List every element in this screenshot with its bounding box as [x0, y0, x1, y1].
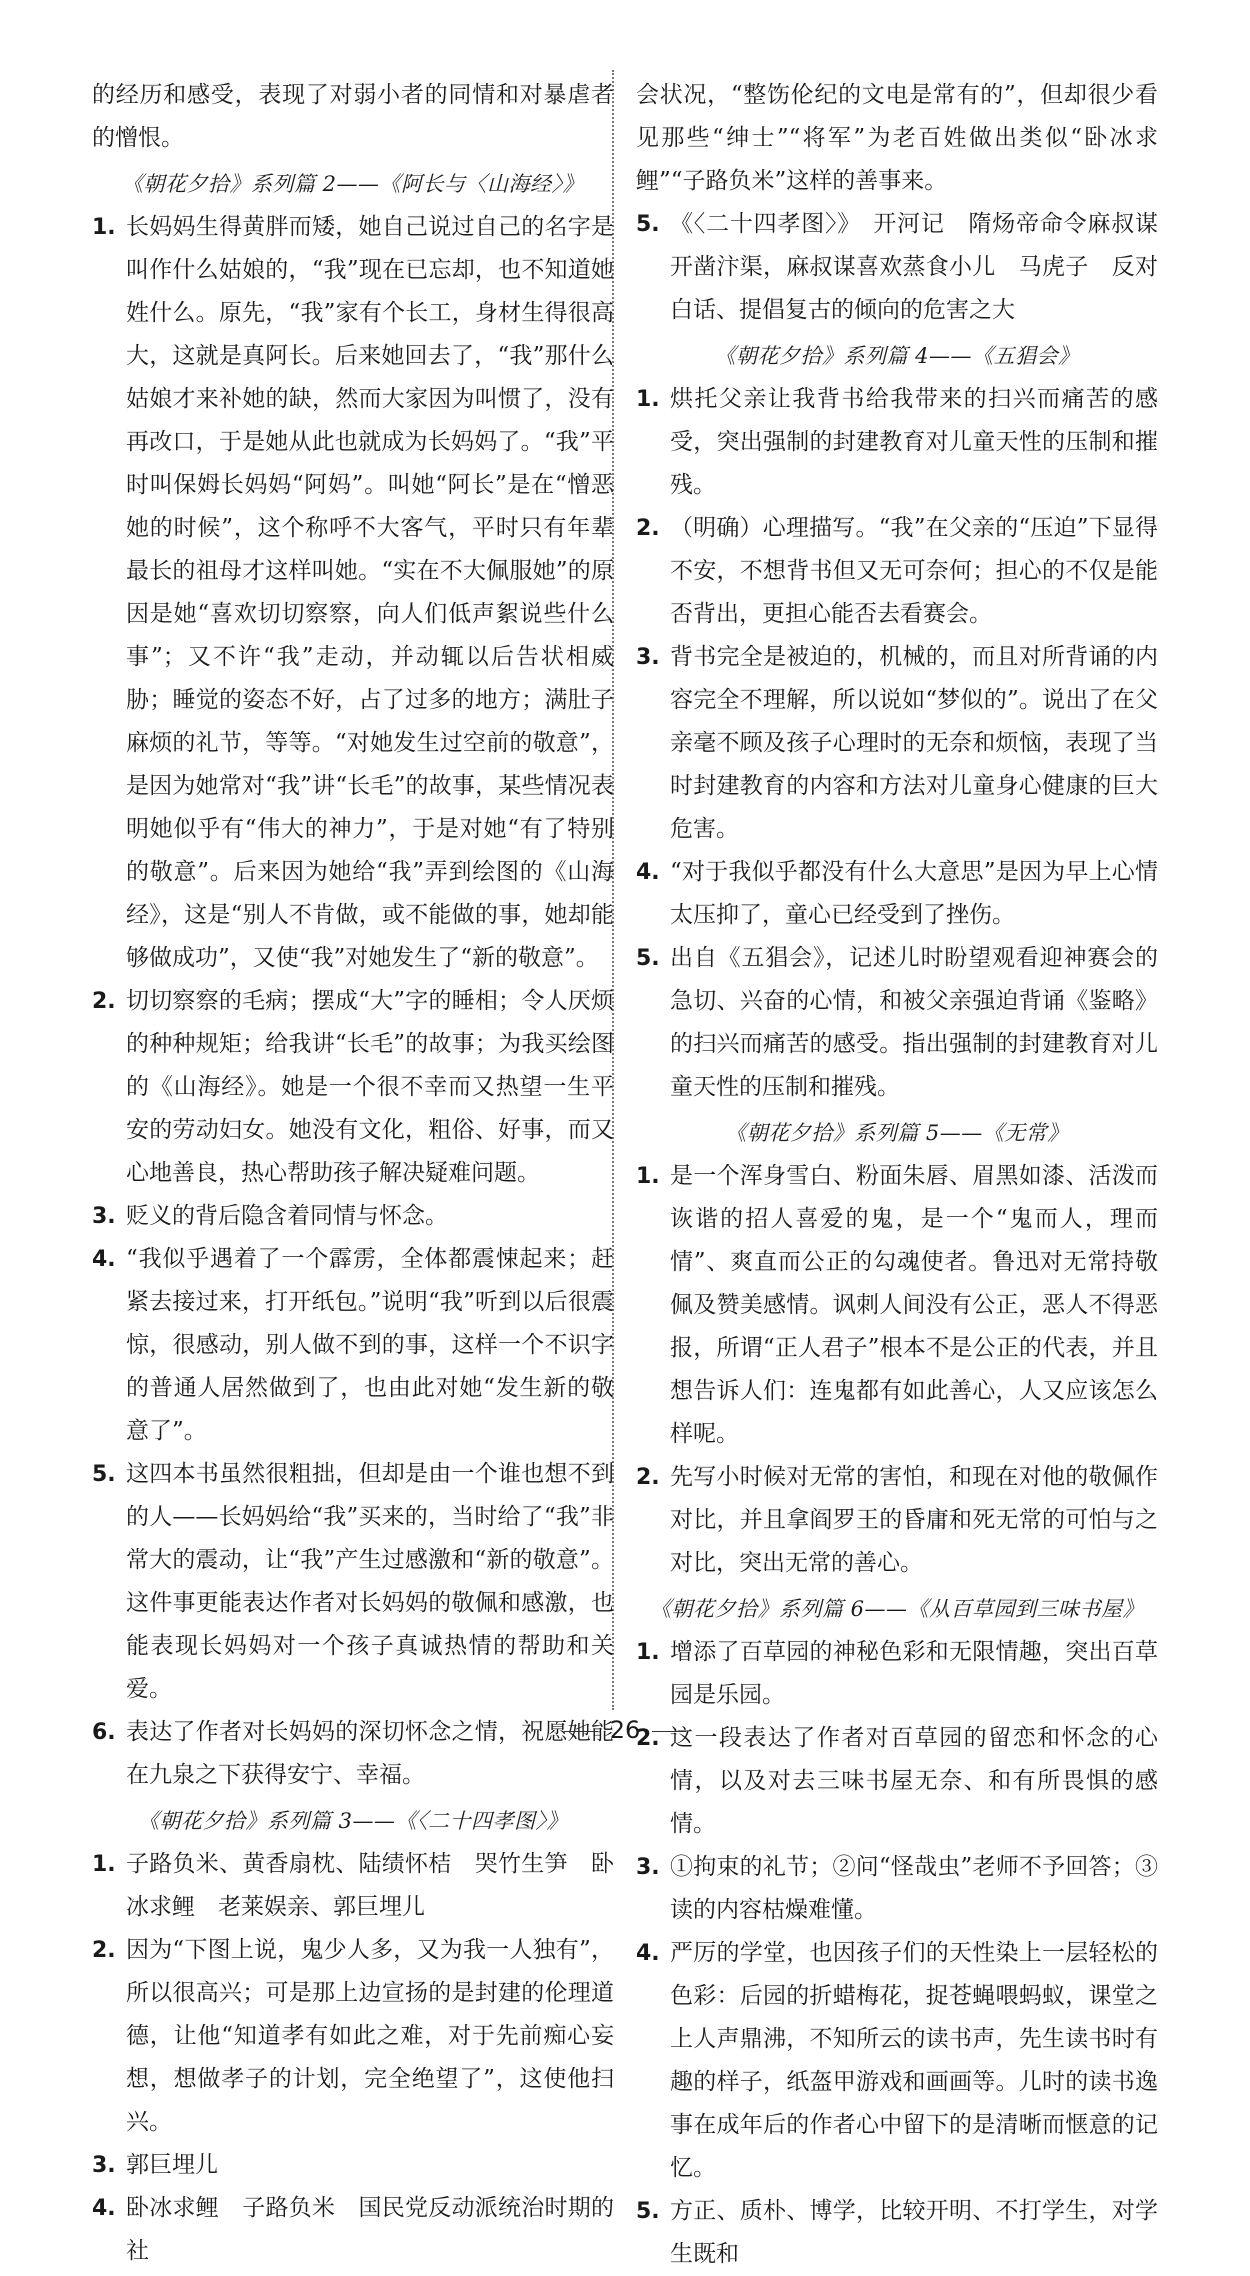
page-number: 26: [609, 1716, 641, 1744]
item-number: 4.: [92, 2196, 116, 2221]
answer-item: [92, 206, 614, 980]
item-text: 背书完全是被迫的，机械的，而且对所背诵的内容完全不理解，所以说如“梦似的”。说出了在父亲毫不顾及孩子心理时的无奈和烦恼，表现了当时封建教育的内容和方法对儿童身心健康的巨大危害。: [670, 644, 1158, 842]
item-number: 4.: [92, 1247, 116, 1272]
footer-dash: [652, 1731, 686, 1732]
item-text: 因为“下图上说，鬼少人多，又为我一人独有”，所以很高兴；可是那上边宣扬的是封建的伦理道德，让他“知道孝有如此之难，对于先前痴心妄想，想做孝子的计划，完全绝望了”，这使他扫兴。: [126, 1937, 614, 2135]
answer-item: [92, 1843, 614, 1929]
item-number: 3.: [636, 1855, 660, 1880]
section-heading: 《朝花夕拾》系列篇 4——《五猖会》: [714, 344, 1080, 368]
item-text: 这一段表达了作者对百草园的留恋和怀念的心情，以及对去三味书屋无奈、和有所畏惧的感情。: [670, 1725, 1158, 1837]
answer-item: [636, 636, 1158, 851]
intro-text: 的经历和感受，表现了对弱小者的同情和对暴虐者的憎恨。: [92, 82, 614, 151]
section-heading: 《朝花夕拾》系列篇 5——《无常》: [725, 1121, 1069, 1145]
item-text: 方正、质朴、博学，比较开明、不打学生，对学生既和: [670, 2198, 1158, 2267]
item-text: “我似乎遇着了一个霹雳，全体都震悚起来；赶紧去接过来，打开纸包。”说明“我”听到以后很震惊，很感动，别人做不到的事，这样一个不识字的普通人居然做到了，也由此对她“发生新的敬意了”。: [126, 1246, 614, 1444]
item-text: 卧冰求鲤 子路负米 国民党反动派统治时期的社: [126, 2195, 614, 2264]
answer-item: [92, 1238, 614, 1453]
answer-item: [636, 1932, 1158, 2190]
item-number: 2.: [636, 516, 660, 541]
item-text: 出自《五猖会》，记述儿时盼望观看迎神赛会的急切、兴奋的心情，和被父亲强迫背诵《鉴略》的扫兴而痛苦的感受。指出强制的封建教育对儿童天性的压制和摧残。: [670, 945, 1158, 1100]
item-number: 2.: [636, 1465, 660, 1490]
item-number: 1.: [92, 215, 116, 240]
section-heading: 《朝花夕拾》系列篇 6——《从百草园到三味书屋》: [649, 1597, 1145, 1621]
item-number: 1.: [636, 1640, 660, 1665]
item-number: 6.: [92, 1720, 116, 1745]
left-column: [92, 74, 614, 2273]
page-footer: [0, 1716, 1250, 1744]
answer-item: [92, 1195, 614, 1238]
answer-item: [636, 1846, 1158, 1932]
answer-item: [636, 203, 1158, 332]
item-text: 是一个浑身雪白、粉面朱唇、眉黑如漆、活泼而诙谐的招人喜爱的鬼，是一个“鬼而人，理而情”、爽直而公正的勾魂使者。鲁迅对无常持敬佩及赞美感情。讽刺人间没有公正，恶人不得恶报，所谓“正人君子”根本不是公正的代表，并且想告诉人们：连鬼都有如此善心，人又应该怎么样呢。: [670, 1163, 1158, 1447]
answer-item: [636, 1456, 1158, 1585]
item-text: 表达了作者对长妈妈的深切怀念之情，祝愿她能在九泉之下获得安宁、幸福。: [126, 1719, 614, 1788]
item-text: 切切察察的毛病；摆成“大”字的睡相；令人厌烦的种种规矩；给我讲“长毛”的故事；为我买绘图的《山海经》。她是一个很不幸而又热望一生平安的劳动妇女。她没有文化，粗俗、好事，而又心地善良，热心帮助孩子解决疑难问题。: [126, 988, 614, 1186]
item-number: 1.: [636, 1164, 660, 1189]
item-number: 4.: [636, 860, 660, 885]
answer-item: [636, 507, 1158, 636]
answer-item: [636, 2190, 1158, 2276]
item-number: 2.: [92, 1938, 116, 1963]
item-text: 《〈二十四孝图〉》 开河记 隋炀帝命令麻叔谋开凿汴渠，麻叔谋喜欢蒸食小儿 马虎子 反对白话、提倡复古的倾向的危害之大: [670, 211, 1158, 323]
right-column: [636, 74, 1158, 2276]
footer-dash: [564, 1731, 598, 1732]
item-text: ①拘束的礼节；②问“怪哉虫”老师不予回答；③读的内容枯燥难懂。: [670, 1854, 1158, 1923]
answer-item: [636, 378, 1158, 507]
answer-item: [92, 2144, 614, 2187]
continuation-text: 会状况，“整饬伦纪的文电是常有的”，但却很少看见那些“绅士”“将军”为老百姓做出类似“卧冰求鲤”“子路负米”这样的善事来。: [636, 82, 1158, 194]
item-number: 3.: [92, 2153, 116, 2178]
answer-item: [636, 1631, 1158, 1717]
item-text: 增添了百草园的神秘色彩和无限情趣，突出百草园是乐园。: [670, 1639, 1158, 1708]
answer-item: [636, 937, 1158, 1109]
item-text: （明确）心理描写。“我”在父亲的“压迫”下显得不安，不想背书但又无可奈何；担心的不仅是能否背出，更担心能否去看赛会。: [670, 515, 1158, 627]
item-number: 3.: [92, 1204, 116, 1229]
item-text: 子路负米、黄香扇枕、陆绩怀桔 哭竹生笋 卧冰求鲤 老莱娱亲、郭巨埋儿: [126, 1851, 614, 1920]
item-number: 5.: [92, 1462, 116, 1487]
item-text: “对于我似乎都没有什么大意思”是因为早上心情太压抑了，童心已经受到了挫伤。: [670, 859, 1158, 928]
item-text: 这四本书虽然很粗拙，但却是由一个谁也想不到的人——长妈妈给“我”买来的，当时给了“我”非常大的震动，让“我”产生过感激和“新的敬意”。这件事更能表达作者对长妈妈的敬佩和感激，也能表现长妈妈对一个孩子真诚热情的帮助和关爱。: [126, 1461, 614, 1702]
item-text: 烘托父亲让我背书给我带来的扫兴而痛苦的感受，突出强制的封建教育对儿童天性的压制和摧残。: [670, 386, 1158, 498]
answer-item: [92, 1453, 614, 1711]
item-number: 2.: [636, 1726, 660, 1751]
item-text: 贬义的背后隐含着同情与怀念。: [126, 1203, 448, 1229]
item-number: 5.: [636, 2199, 660, 2224]
item-number: 1.: [636, 387, 660, 412]
item-number: 3.: [636, 645, 660, 670]
answer-item: [92, 980, 614, 1195]
answer-item: [92, 2187, 614, 2273]
answer-item: [636, 851, 1158, 937]
item-text: 先写小时候对无常的害怕，和现在对他的敬佩作对比，并且拿阎罗王的昏庸和死无常的可怕与之对比，突出无常的善心。: [670, 1464, 1158, 1576]
item-number: 4.: [636, 1941, 660, 1966]
answer-item: [636, 1155, 1158, 1456]
item-text: 严厉的学堂，也因孩子们的天性染上一层轻松的色彩：后园的折蜡梅花，捉苍蝇喂蚂蚁，课堂之上人声鼎沸，不知所云的读书声，先生读书时有趣的样子，纸盔甲游戏和画画等。儿时的读书逸事在成年后的作者心中留下的是清晰而惬意的记忆。: [670, 1940, 1158, 2181]
item-number: 2.: [92, 989, 116, 1014]
answer-item: [92, 1929, 614, 2144]
section-heading: 《朝花夕拾》系列篇 2——《阿长与〈山海经〉》: [121, 172, 585, 196]
item-text: 长妈妈生得黄胖而矮，她自己说过自己的名字是叫作什么姑娘的，“我”现在已忘却，也不知道她姓什么。原先，“我”家有个长工，身材生得很高大，这就是真阿长。后来她回去了，“我”那什么姑娘才来补她的缺，然而大家因为叫惯了，没有再改口，于是她从此也就成为长妈妈了。“我”平时叫保姆长妈妈“阿妈”。叫她“阿长”是在“憎恶她的时候”，这个称呼不大客气，平时只有年辈最长的祖母才这样叫她。“实在不大佩服她”的原因是她“喜欢切切察察，向人们低声絮说些什么事”；又不许“我”走动，并动辄以后告状相威胁；睡觉的姿态不好，占了过多的地方；满肚子麻烦的礼节，等等。“对她发生过空前的敬意”，是因为她常对“我”讲“长毛”的故事，某些情况表明她似乎有“伟大的神力”，于是对她“有了特别的敬意”。后来因为她给“我”弄到绘图的《山海经》，这是“别人不肯做，或不能做的事，她却能够做成功”，又使“我”对她发生了“新的敬意”。: [126, 214, 614, 971]
item-number: 1.: [92, 1852, 116, 1877]
item-number: 5.: [636, 946, 660, 971]
section-heading: 《朝花夕拾》系列篇 3——《〈二十四孝图〉》: [137, 1809, 569, 1833]
item-number: 5.: [636, 212, 660, 237]
item-text: 郭巨埋儿: [126, 2152, 218, 2178]
